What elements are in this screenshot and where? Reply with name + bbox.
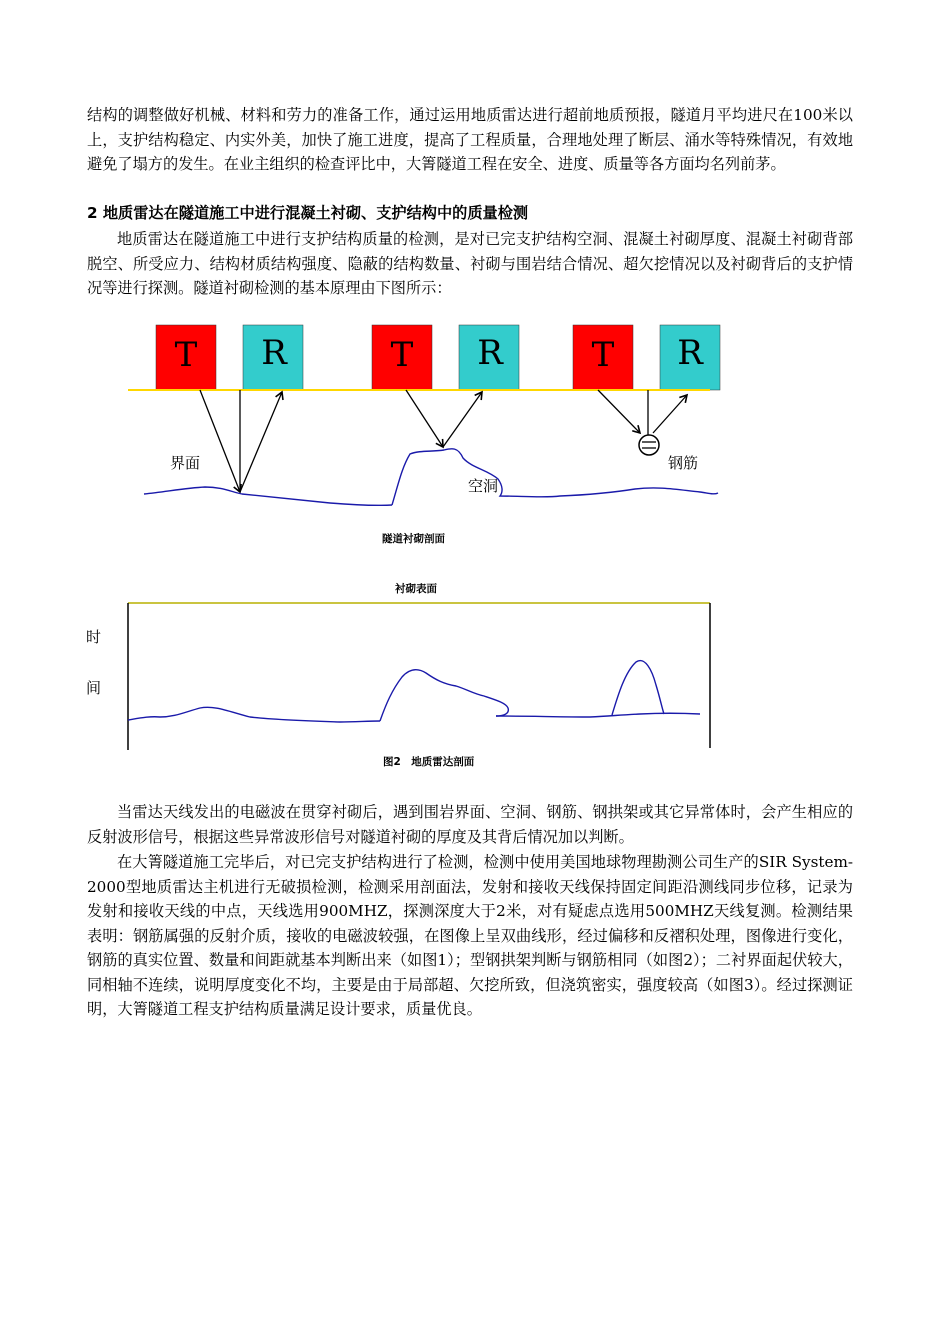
profile-void-curve bbox=[380, 670, 508, 721]
antenna-label-r2: R bbox=[477, 333, 503, 373]
label-interface: 界面 bbox=[170, 454, 201, 472]
antenna-label-t1: T bbox=[174, 335, 198, 375]
figure1-caption: 隧道衬砌剖面 bbox=[382, 533, 445, 545]
axis-label-time-2: 间 bbox=[86, 679, 102, 697]
profile-interface-curve bbox=[128, 707, 380, 722]
profile-rebar-hyperbola bbox=[612, 661, 664, 715]
profile-baseline-right bbox=[496, 713, 700, 717]
antenna-label-t3: T bbox=[591, 335, 615, 375]
section-heading-2: 2 地质雷达在隧道施工中进行混凝土衬砌、支护结构中的质量检测 bbox=[87, 204, 529, 222]
paragraph-4: 在大箐隧道施工完毕后，对已完支护结构进行了检测，检测中使用美国地球物理勘测公司生产的SIR System-2000型地质雷达主机进行无破损检测，检测采用剖面法，发射和接收天线保持固定间距沿测线同步位移，记录为发射和接收天线的中点，天线选用900MHZ，探测深度大于2米，对有疑虑点选用500MHZ天线复测。检测结果表明：钢筋属强的反射介质，接收的电磁波较强，在图像上呈双曲线形，经过偏移和反褶积处理，图像进行变化，钢筋的真实位置、数量和间距就基本判断出来（如图1）；型钢拱架判断与钢筋相同（如图2）；二衬界面起伏较大，同相轴不连续，说明厚度变化不均，主要是由于局部超、欠挖所致，但浇筑密实，强度较高（如图3）。经过探测证明，大箐隧道工程支护结构质量满足设计要求，质量优良。 bbox=[87, 853, 853, 1018]
label-rebar: 钢筋 bbox=[668, 454, 699, 472]
paragraph-1: 结构的调整做好机械、材料和劳力的准备工作，通过运用地质雷达进行超前地质预报，隧道月平均进尺在100米以上，支护结构稳定、内实外美，加快了施工进度，提高了工程质量，合理地处理了断层、涌水等特殊情况，有效地避免了塌方的发生。在业主组织的检查评比中，大箐隧道工程在安全、进度、质量等各方面均名列前茅。 bbox=[87, 106, 853, 173]
paragraph-3: 当雷达天线发出的电磁波在贯穿衬砌后，遇到围岩界面、空洞、钢筋、钢拱架或其它异常体时，会产生相应的反射波形信号，根据这些异常波形信号对隧道衬砌的厚度及其背后情况加以判断。 bbox=[87, 803, 853, 846]
paragraph-2: 地质雷达在隧道施工中进行支护结构质量的检测，是对已完支护结构空洞、混凝土衬砌厚度、混凝土衬砌背部脱空、所受应力、结构材质结构强度、隐蔽的结构数量、衬砌与围岩结合情况、超欠挖情况以及衬砌背后的支护情况等进行探测。隧道衬砌检测的基本原理由下图所示： bbox=[87, 230, 853, 297]
figure2-top-caption: 衬砌表面 bbox=[395, 583, 437, 595]
antenna-label-r3: R bbox=[677, 333, 703, 373]
figure2-caption: 图2 地质雷达剖面 bbox=[383, 756, 475, 768]
antenna-label-t2: T bbox=[390, 335, 414, 375]
axis-label-time-1: 时 bbox=[86, 628, 102, 646]
antenna-label-r1: R bbox=[261, 333, 287, 373]
label-void: 空洞 bbox=[468, 477, 499, 495]
